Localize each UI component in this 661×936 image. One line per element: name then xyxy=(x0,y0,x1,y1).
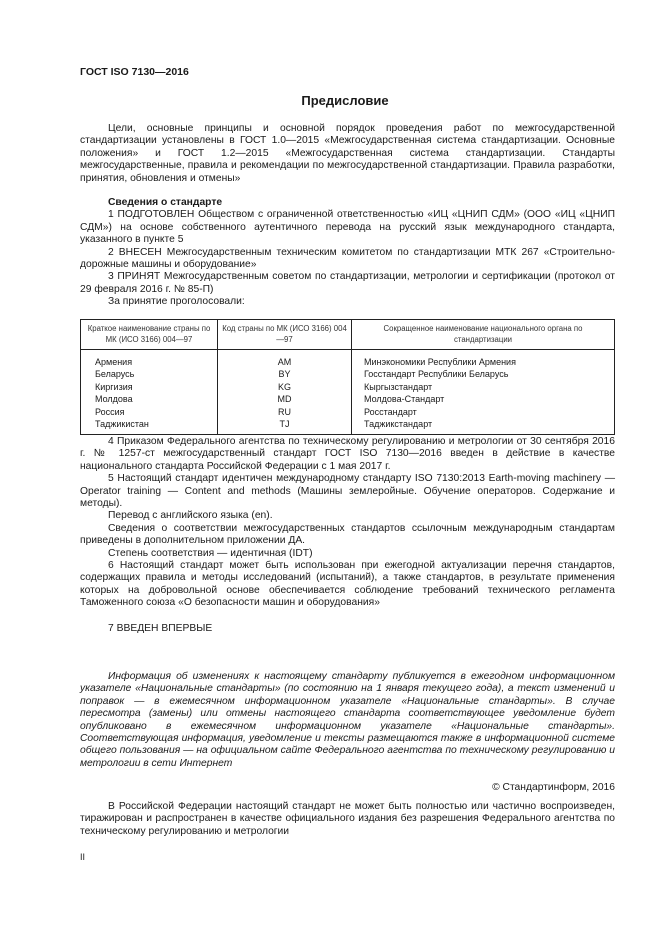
paragraph: Степень соответствия — идентичная (IDT) xyxy=(108,547,313,559)
country-code: RU xyxy=(218,406,352,418)
paragraph: Перевод с английского языка (en). xyxy=(108,510,273,522)
rights-paragraph: В Российской Федерации настоящий стандарт не может быть полностью или частично воспроизведен, тиражирован и распространен в качестве официального издания без разрешения Федерального агентства по техническому регулированию и метрологии xyxy=(80,801,615,837)
notice-paragraph: Информация об изменениях к настоящему стандарту публикуется в ежегодном информационном указателе «Национальные стандарты» (по состоянию на 1 января текущего года), а текст изменений и поправок — в ежемесячном информационном указателе «Национальные стандарты». В случае пересмотра (замены) или отмены настоящего стандарта соответствующее уведомление будет опубликовано в ежемесячном информационном указателе «Национальные стандарты». Соответствующая информация, уведомление и тексты размещаются также в информационной системе общего пользования — на официальном сайте Федерального агентства по техническому регулированию и метрологии в сети Интернет xyxy=(80,671,615,769)
standards-body: Таджикстандарт xyxy=(352,418,615,435)
intro-paragraph: Цели, основные принципы и основной порядок проведения работ по межгосударственной стандартизации установлены в ГОСТ 1.0—2015 «Межгосударственная система стандартизации. Основные положения» и ГОСТ 1.2—2015 «Межгосударственная система стандартизации. Стандарты межгосударственные, правила и рекомендации по межгосударственной стандартизации. Правила разработки, принятия, обновления и отмены» xyxy=(80,123,615,184)
country-name: Киргизия xyxy=(81,381,218,393)
standards-body: Кыргызстандарт xyxy=(352,381,615,393)
page-title: Предисловие xyxy=(301,93,389,108)
table-row xyxy=(81,418,615,435)
country-name: Россия xyxy=(81,406,218,418)
country-code: AM xyxy=(218,350,352,369)
country-name: Молдова xyxy=(81,393,218,405)
paragraph: 4 Приказом Федерального агентства по техническому регулированию и метрологии от 30 сентября 2016 г. № 1257-ст межгосударственный стандарт ГОСТ ISO 7130—2016 введен в действие в качестве национального стандарта Российской Федерации с 1 мая 2017 г. xyxy=(80,436,615,472)
table-header-row xyxy=(81,320,615,350)
rights-section xyxy=(80,801,615,838)
table-row xyxy=(81,381,615,393)
country-name: Беларусь xyxy=(81,368,218,380)
paragraph: 2 ВНЕСЕН Межгосударственным техническим комитетом по стандартизации МТК 267 «Строительно-дорожные машины и оборудование» xyxy=(80,246,615,271)
table-row xyxy=(81,368,615,380)
country-name: Армения xyxy=(81,350,218,369)
standards-body: Госстандарт Республики Беларусь xyxy=(352,368,615,380)
standard-info-section xyxy=(80,197,615,309)
column-header: Код страны по МК (ИСО 3166) 004—97 xyxy=(218,320,352,350)
standards-body: Молдова-Стандарт xyxy=(352,393,615,405)
standards-body: Росстандарт xyxy=(352,406,615,418)
country-code: BY xyxy=(218,368,352,380)
standard-info-continued xyxy=(80,436,615,635)
country-code: TJ xyxy=(218,418,352,435)
section-heading: Сведения о стандарте xyxy=(108,197,223,208)
column-header: Сокращенное наименование национального органа по стандартизации xyxy=(352,320,615,350)
paragraph: 5 Настоящий стандарт идентичен международному стандарту ISO 7130:2013 Earth-moving machinery — Operator training — Content and methods (Машины землеройные. Обучение операторов. Содержание и методы). xyxy=(80,473,615,510)
document-header: ГОСТ ISO 7130—2016 xyxy=(80,66,189,78)
column-header: Краткое наименование страны по МК (ИСО 3166) 004—97 xyxy=(81,320,218,350)
country-code: MD xyxy=(218,393,352,405)
paragraph: 6 Настоящий стандарт может быть использован при ежегодной актуализации перечня стандартов, содержащих правила и методы исследований (испытаний), а также стандартов, в результате применения которых на добровольной основе обеспечивается соблюдение требований технического регламента Таможенного союза «О безопасности машин и оборудования» xyxy=(80,560,615,609)
standards-body: Минэкономики Республики Армения xyxy=(352,350,615,369)
table-row xyxy=(81,350,615,369)
copyright: © Стандартинформ, 2016 xyxy=(492,782,615,793)
voting-table xyxy=(80,319,615,435)
paragraph: За принятие проголосовали: xyxy=(108,296,245,308)
page-number: II xyxy=(80,852,86,862)
paragraph: 1 ПОДГОТОВЛЕН Обществом с ограниченной ответственностью «ИЦ «ЦНИП СДМ» (ООО «ИЦ «ЦНИП СДМ») на основе собственного аутентичного перевода на русский язык международного стандарта, указанного в пункте 5 xyxy=(80,209,615,246)
notice-section xyxy=(80,671,615,770)
table-row xyxy=(81,406,615,418)
intro-section xyxy=(80,123,615,185)
table-row xyxy=(81,393,615,405)
country-name: Таджикистан xyxy=(81,418,218,435)
paragraph: 3 ПРИНЯТ Межгосударственным советом по стандартизации, метрологии и сертификации (протокол от 29 февраля 2016 г. № 85-П) xyxy=(80,271,615,295)
paragraph: Сведения о соответствии межгосударственных стандартов ссылочным международным стандартам приведены в дополнительном приложении ДА. xyxy=(80,522,615,547)
paragraph: 7 ВВЕДЕН ВПЕРВЫЕ xyxy=(108,622,213,634)
country-code: KG xyxy=(218,381,352,393)
